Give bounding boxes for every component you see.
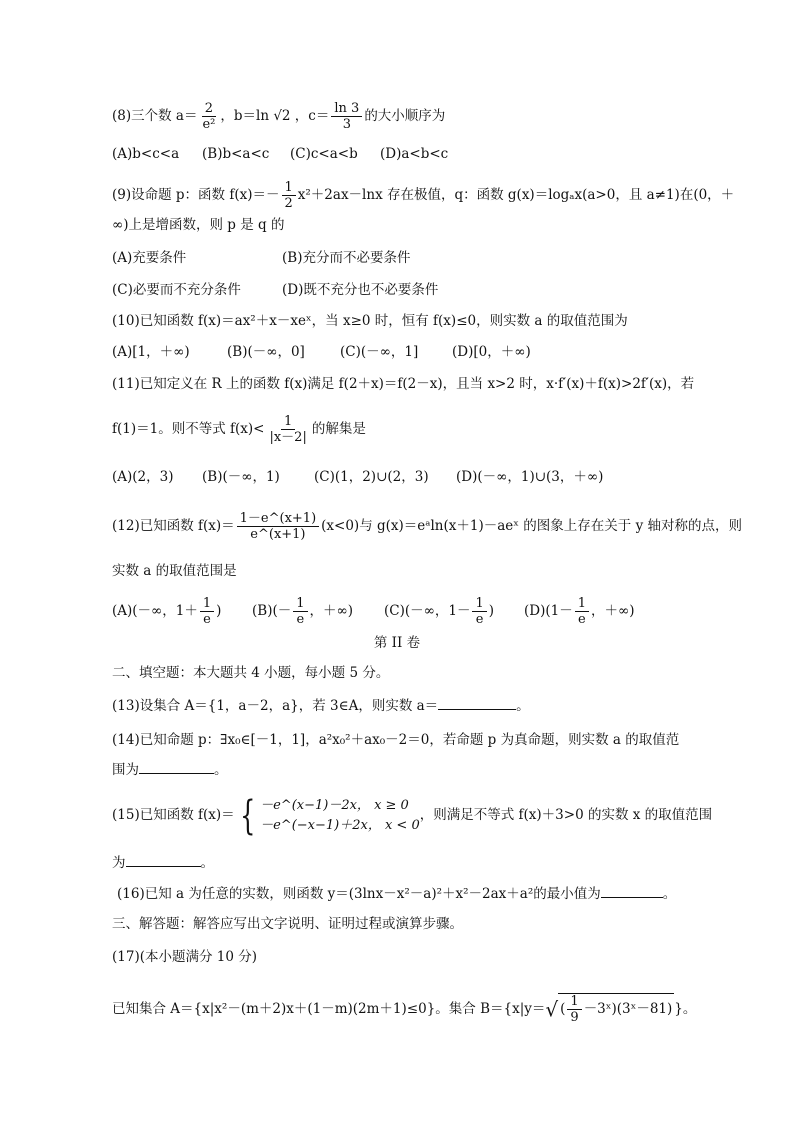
option-c: (C)c<a<b — [290, 146, 358, 162]
q12-stem: (12)已知函数 f(x)＝ $\frac{1-e\^{}(x+1)}{e\^{}(x+1)}$ (x<0)与 g(x)＝eᵃln(x＋1)－aeˣ 的图象上存在关于 y 轴对称的点，则 — [112, 511, 742, 542]
option-a: (A)[1，＋∞) — [112, 344, 190, 360]
q11-options — [112, 468, 603, 486]
q9-stem-line2: ∞)上是增函数，则 p 是 q 的 — [112, 217, 285, 233]
option-c: (C)(－∞，1] — [340, 344, 419, 360]
q10-stem: (10)已知函数 f(x)＝ax²＋x－xeˣ，当 x≥0 时，恒有 f(x)≤0，则实数 a 的取值范围为 — [112, 313, 628, 329]
section-heading-solve: 三、解答题：解答应写出文字说明、证明过程或演算步骤。 — [112, 916, 463, 932]
q9-options-row2 — [112, 281, 438, 299]
option-a: (A)充要条件 — [112, 250, 187, 266]
sqrt-sign: √ — [545, 997, 559, 1022]
q12-options — [112, 596, 635, 627]
option-b: (B)充分而不必要条件 — [282, 250, 411, 266]
q15-stem-line2: 为 。 — [112, 855, 214, 871]
q9-stem: (9)设命题 p：函数 f(x)＝－ $\frac{1}{2}$ x²＋2ax－lnx 存在极值，q：函数 g(x)＝logₐx(a>0，且 a≠1)在(0，＋ — [112, 180, 735, 211]
option-b: (B)(－∞，1) — [202, 469, 280, 485]
piecewise-cases: －e^(x−1)－2x， x ≥ 0 －e^(−x−1)＋2x， x < 0 — [260, 797, 420, 833]
fraction: $\frac{1}{9}$ — [567, 994, 581, 1025]
fraction: $\frac{1}{e}$ — [472, 596, 486, 627]
answer-blank[interactable] — [126, 854, 201, 867]
option-a: (A)(2，3) — [112, 469, 174, 485]
option-d: (D)既不充分也不必要条件 — [282, 282, 439, 298]
q8-options — [112, 145, 448, 163]
q15-stem: (15)已知函数 f(x)＝ { －e^(x−1)－2x， x ≥ 0 －e^(−x−1)＋2x， x < 0 ，则满足不等式 f(x)＋3>0 的实数 x 的取值范围 — [112, 792, 713, 839]
option-c: (C)必要而不充分条件 — [112, 282, 241, 298]
q17-header: (17)(本小题满分 10 分) — [112, 949, 258, 965]
section-heading-fill-in: 二、填空题：本大题共 4 小题，每小题 5 分。 — [112, 665, 390, 681]
q8-stem — [112, 101, 445, 132]
q17-stem: 已知集合 A＝{x|x²－(m＋2)x＋(1－m)(2m＋1)≤0}。集合 B＝{x|y＝√ ( $\frac{1}{9}$ －3ˣ)(3ˣ－81) }。 — [112, 994, 697, 1025]
fraction: $\frac{1}{2}$ — [282, 180, 296, 211]
left-brace: { — [239, 792, 256, 839]
q8-text-mid: ，b＝ln √2 ，c＝ — [220, 108, 330, 124]
option-a: (A)b<c<a — [112, 146, 180, 162]
q14-stem-line2: 围为 。 — [112, 762, 228, 778]
answer-blank[interactable] — [139, 761, 214, 774]
option-d: (D)(－∞，1)∪(3，＋∞) — [456, 469, 604, 485]
option-b: (B)(－ $\frac{1}{e}$ ，＋∞) — [252, 596, 354, 627]
option-d: (D)a<b<c — [380, 146, 449, 162]
fraction: $\frac{2}{\text{e²}}$ — [202, 101, 216, 132]
option-a: (A)(－∞，1＋ $\frac{1}{e}$ ) — [112, 596, 222, 627]
q11-stem: (11)已知定义在 R 上的函数 f(x)满足 f(2＋x)＝f(2－x)，且当 x>2 时，x·f′(x)＋f(x)>2f′(x)，若 — [112, 376, 695, 392]
option-d: (D)(1－ $\frac{1}{e}$ ，＋∞) — [524, 596, 635, 627]
fraction: $\frac{1}{e}$ — [293, 596, 307, 627]
option-c: (C)(－∞，1－ $\frac{1}{e}$ ) — [384, 596, 495, 627]
option-b: (B)(－∞，0] — [227, 344, 305, 360]
option-c: (C)(1，2)∪(2，3) — [314, 469, 429, 485]
fraction: $\frac{1}{e}$ — [575, 596, 589, 627]
fraction: $\frac{\ln 3}{3}$ — [331, 101, 362, 132]
option-b: (B)b<a<c — [202, 146, 270, 162]
q16-stem: (16)已知 a 为任意的实数，则函数 y＝(3lnx－x²－a)²＋x²－2ax＋a²的最小值为 。 — [117, 886, 677, 902]
fraction: $\frac{1}{e}$ — [200, 596, 214, 627]
option-d: (D)[0，＋∞) — [452, 344, 531, 360]
q10-options — [112, 343, 531, 361]
q8-text-post: 的大小顺序为 — [364, 108, 446, 124]
fraction: $\frac{1-e\^{}(x+1)}{e\^{}(x+1)}$ — [237, 511, 320, 542]
q13-stem: (13)设集合 A＝{1，a－2，a}，若 3∈A，则实数 a＝ 。 — [112, 698, 530, 714]
q14-stem: (14)已知命题 p：∃x₀∈[－1，1]，a²x₀²＋ax₀－2＝0，若命题 p 为真命题，则实数 a 的取值范 — [112, 732, 680, 748]
q11-stem-line2: f(1)＝1。则不等式 f(x)< $\frac{1}{|x-2|}$ 的解集是 — [112, 414, 366, 445]
fraction: $\frac{1}{|x-2|}$ — [269, 414, 307, 445]
part-title: 第 II 卷 — [373, 635, 421, 651]
answer-blank[interactable] — [601, 885, 663, 898]
q8-text-pre: (8)三个数 a＝ — [112, 108, 198, 124]
answer-blank[interactable] — [438, 697, 516, 710]
q12-stem-line2: 实数 a 的取值范围是 — [112, 563, 237, 579]
q9-options-row1 — [112, 249, 410, 267]
sqrt-body: ( $\frac{1}{9}$ －3ˣ)(3ˣ－81) — [560, 994, 673, 1025]
